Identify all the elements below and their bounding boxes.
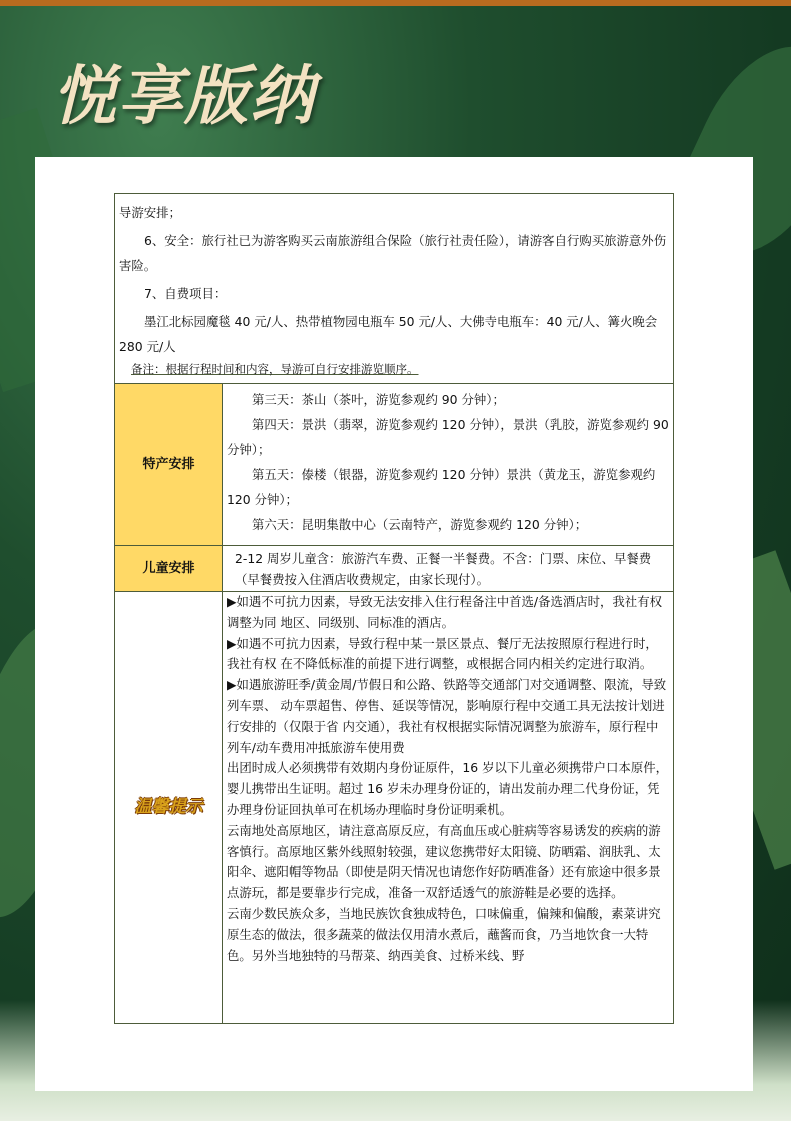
- list-item: 第五天：傣楼（银器，游览参观约 120 分钟）景洪（黄龙玉，游览参观约 120 分钟）；: [227, 467, 656, 507]
- paragraph: 6、安全：旅行社已为游客购买云南旅游组合保险（旅行社责任险），请游客自行购买旅游意外伤害险。: [119, 233, 667, 273]
- paragraph: 出团时成人必须携带有效期内身份证原件，16 岁以下儿童必须携带户口本原件，婴儿携带出生证明。超过 16 岁未办理身份证的，请出发前办理二代身份证，凭办理身份证回执单可在机场办理临时身份证明乘机。: [227, 760, 668, 817]
- paragraph: ▶如遇不可抗力因素，导致无法安排入住行程备注中首选/备选酒店时，我社有权调整为同 地区、同级别、同标准的酒店。: [227, 594, 662, 630]
- paragraph: 墨江北标园魔毯 40 元/人、热带植物园电瓶车 50 元/人、大佛寺电瓶车：40 元/人、篝火晚会 280 元/人: [119, 314, 658, 354]
- paragraph: 2-12 周岁儿童含：旅游汽车费、正餐一半餐费。不含：门票、床位、早餐费（早餐费按入住酒店收费规定，由家长现付）。: [235, 551, 652, 587]
- specialty-label: 特产安排: [115, 384, 223, 546]
- document-page: [35, 157, 753, 1091]
- tips-label: 温馨提示: [134, 796, 203, 817]
- table-row: [115, 384, 674, 546]
- paragraph: 云南少数民族众多，当地民族饮食独成特色，口味偏重，偏辣和偏酸，素菜讲究原生态的做法，很多蔬菜的做法仅用清水煮后，蘸酱而食，乃当地饮食一大特色。另外当地独特的马帮菜、纳西美食、过桥米线、野: [227, 905, 661, 963]
- notes-cell: [115, 194, 674, 384]
- list-item: 第三天：茶山（茶叶，游览参观约 90 分钟）；: [252, 392, 505, 407]
- children-content: [223, 546, 674, 592]
- tips-content: [223, 592, 674, 1024]
- paragraph: 7、自费项目：: [144, 286, 227, 301]
- table-row: [115, 546, 674, 592]
- itinerary-table: [114, 193, 674, 1024]
- children-label: 儿童安排: [115, 546, 223, 592]
- paragraph: ▶如遇旅游旺季/黄金周/节假日和公路、铁路等交通部门对交通调整、限流，导致列车票、 动车票超售、停售、延误等情况，影响原行程中交通工具无法按计划进行安排的（仅限于省 内交通），我社有权根据实际情况调整为旅游车，原行程中列车/动车费用冲抵旅游车使用费: [227, 677, 667, 755]
- tips-label-cell: [115, 592, 223, 1024]
- top-accent-bar: [0, 0, 791, 6]
- paragraph: 云南地处高原地区，请注意高原反应，有高血压或心脏病等容易诱发的疾病的游客慎行。高原地区紫外线照射较强，建议您携带好太阳镜、防晒霜、润肤乳、太阳伞、遮阳帽等物品（即使是阴天情况也请您作好防晒准备）还有旅途中很多景点游玩，都是要靠步行完成，准备一双舒适透气的旅游鞋是必要的选择。: [227, 822, 661, 901]
- specialty-content: [223, 384, 674, 546]
- brand-title: 悦享版纳: [52, 59, 316, 134]
- table-row: [115, 194, 674, 384]
- table-row: [115, 592, 674, 1024]
- list-item: 第四天：景洪（翡翠，游览参观约 120 分钟），景洪（乳胶，游览参观约 90 分钟）；: [227, 417, 669, 457]
- list-item: 第六天：昆明集散中心（云南特产，游览参观约 120 分钟）；: [252, 517, 588, 532]
- note-text: 备注：根据行程时间和内容，导游可自行安排游览顺序。: [131, 362, 419, 376]
- paragraph: 导游安排；: [119, 205, 181, 220]
- paragraph: ▶如遇不可抗力因素，导致行程中某一景区景点、餐厅无法按照原行程进行时，我社有权 在不降低标准的前提下进行调整，或根据合同内相关约定进行取消。: [227, 635, 658, 672]
